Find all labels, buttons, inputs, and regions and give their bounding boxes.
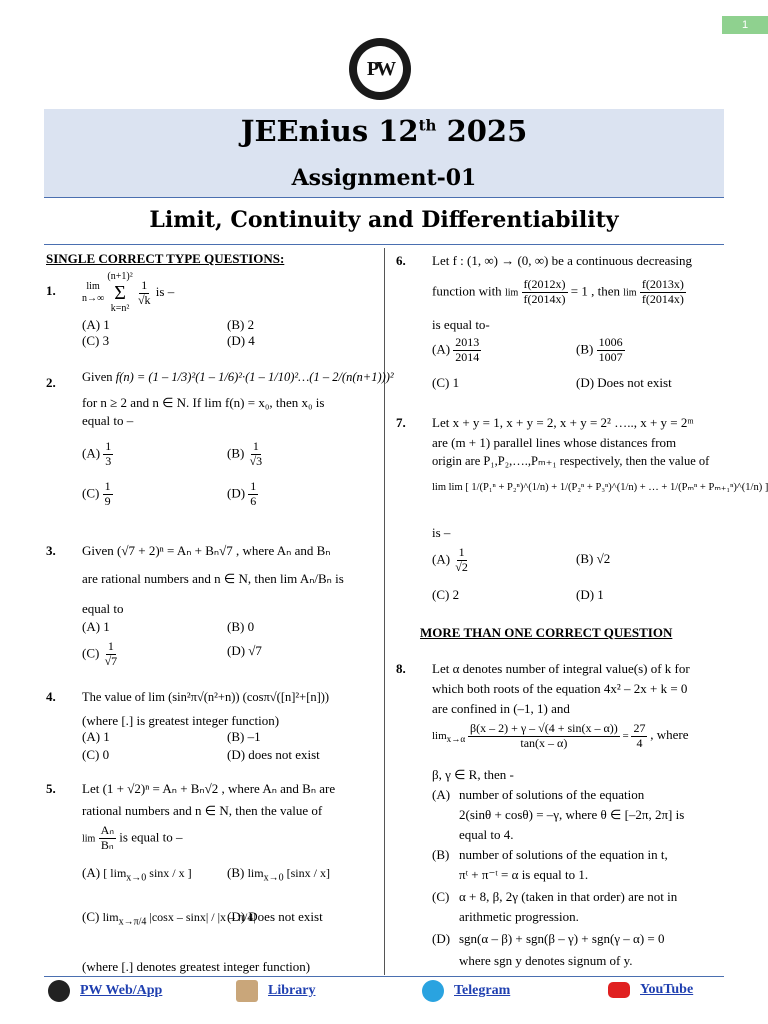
divider [44, 244, 724, 245]
section-heading: SINGLE CORRECT TYPE QUESTIONS: [46, 251, 285, 266]
footer-pw-link[interactable]: PW Web/App [48, 980, 162, 1002]
footer-rule [44, 976, 724, 977]
footer-youtube-link[interactable]: YouTube [608, 980, 693, 1000]
footer-telegram-link[interactable]: Telegram [422, 980, 510, 1002]
logo-mark: PW [357, 46, 403, 92]
section-heading-2: MORE THAN ONE CORRECT QUESTION [420, 625, 673, 640]
book-icon [236, 980, 258, 1002]
topic-title: Limit, Continuity and Differentiability [149, 207, 619, 233]
assignment-title: Assignment-01 [291, 165, 477, 191]
page-number: 1 [722, 16, 768, 34]
youtube-icon [608, 982, 630, 998]
telegram-icon [422, 980, 444, 1002]
divider [44, 197, 724, 198]
q2-stem: Given f(n) = (1 – 1/3)²(1 – 1/6)²·(1 – 1/10)²…(1 – 2/(n(n+1)))² [82, 370, 394, 384]
pw-logo [349, 38, 411, 100]
pw-icon [48, 980, 70, 1002]
column-separator [384, 248, 385, 975]
footer-library-link[interactable]: Library [236, 980, 315, 1002]
q1-stem: lim n→∞ (n+1)² Σ k=n² $\frac{1}{√k}$ is – [82, 271, 175, 314]
page-title: JEEnius 12th 2025 [240, 114, 528, 148]
left-column: SINGLE CORRECT TYPE QUESTIONS: 1. lim n→∞ (n+1)² Σ k=n² $\frac{1}{√k}$ is – (A) 1 (B) 2 (C) 3 (D) 4 2. Given f(n) = (1 – 1/3)²(1 – 1/6)²·(1 – 1/10)²…(1 – 2/(n(n+1)))² for n ≥ 2 and n ∈ N. If lim f(n) = x₀, then x₀ is equal to – (A) $\frac{1}{3}$ (B) $\frac{1}{√3}$ (C) $\frac{1}{9}$ (D) $\frac{1}{6}$ 3. Given (√7 + 2)ⁿ = Aₙ + Bₙ√7 , where Aₙ and Bₙ are rational numbers and n ∈ N, then lim Aₙ/Bₙ is equal to (A) 1 (B) 0 (C) $\frac{1}{√7}$ (D) √7 4. The value of lim (sin²π√(n²+n)) (cosπ√([n]²+[n])) (where [.] is greatest integer function) (A) 1 (B) –1 (C) 0 (D) does not exist 5. Let (1 + √2)ⁿ = Aₙ + Bₙ√2 , where Aₙ and Bₙ are rational numbers and n ∈ N, then the value of lim $\frac{\text{Aₙ}}{\text{Bₙ}}$ is equal to – (A) [ $\lim_{x\to 0} \sin x$ / x ] (B) $\lim_{x\to 0} [\sin x / x]$ (C) $\lim_{x\to\pi/4} |\cos x - \sin x| / |x - \pi/4|$ (D) Does not exist (where [.] denotes greatest integer function) [46, 251, 394, 974]
